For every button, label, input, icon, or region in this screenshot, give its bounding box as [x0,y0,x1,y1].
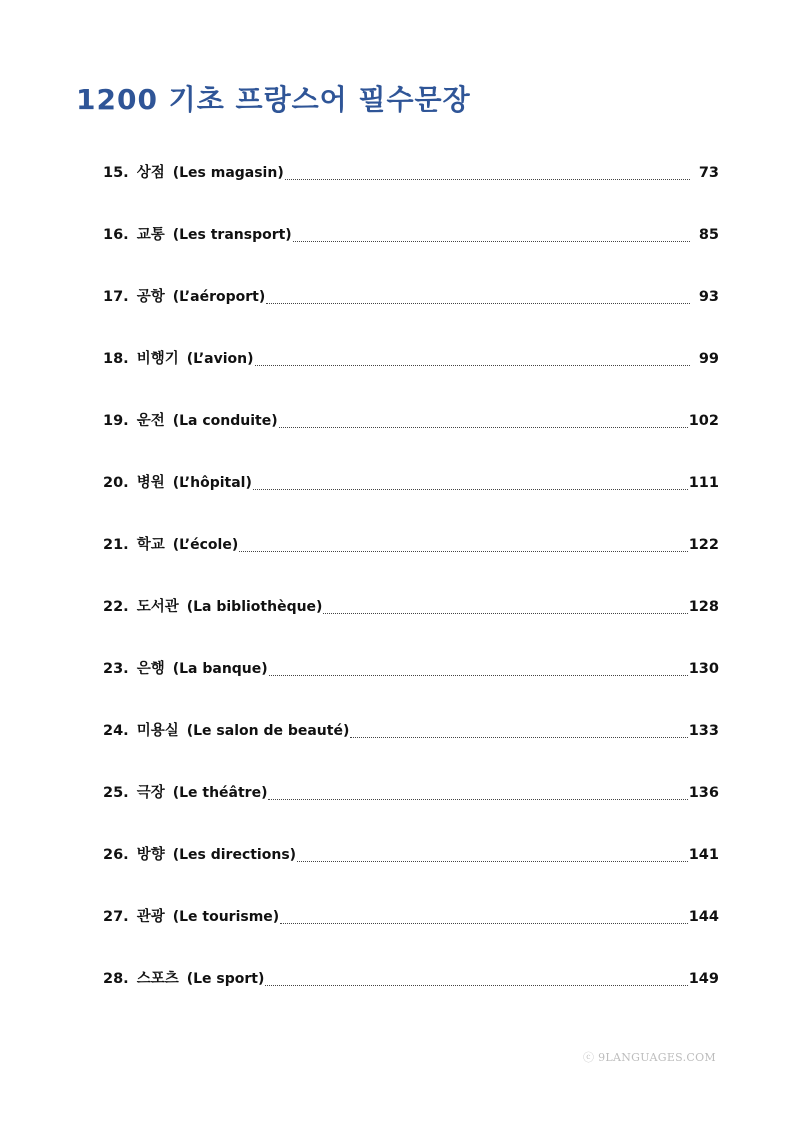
dot-leader [265,966,687,992]
toc-entry-number: 27. [103,909,129,925]
dot-leader [350,718,687,744]
toc-entry-number: 26. [103,847,129,863]
toc-entry[interactable] [103,842,719,904]
toc-entry[interactable] [103,222,719,284]
toc-entry-korean-title: 은행 [136,661,165,677]
toc-entry-number: 16. [103,227,129,243]
toc-entry-number: 20. [103,475,129,491]
toc-entry-korean-title: 미용실 [136,723,179,739]
toc-entry-french-title: (La conduite) [172,413,278,429]
toc-entry-korean-title: 방향 [136,847,165,863]
toc-entry[interactable] [103,160,719,222]
toc-entry-korean-title: 운전 [136,413,165,429]
toc-entry-korean-title: 비행기 [136,351,179,367]
dot-leader [268,780,687,806]
toc-entry[interactable] [103,408,719,470]
toc-entry-number: 25. [103,785,129,801]
toc-entry-french-title: (Le salon de beauté) [186,723,350,739]
dot-leader [239,532,687,558]
dot-leader [255,346,691,372]
toc-entry-korean-title: 스포츠 [136,971,179,987]
toc-entry-page-number: 133 [688,723,719,739]
toc-entry-number: 15. [103,165,129,181]
toc-entry-page-number: 99 [698,351,719,367]
toc-entry-french-title: (L’aéroport) [172,289,266,305]
toc-entry-french-title: (L’école) [172,537,239,553]
toc-entry-korean-title: 병원 [136,475,165,491]
toc-entry-french-title: (Les transport) [172,227,292,243]
toc-entry-french-title: (Les magasin) [172,165,284,181]
toc-entry-french-title: (L’hôpital) [172,475,252,491]
toc-entry-number: 21. [103,537,129,553]
toc-entry-number: 23. [103,661,129,677]
toc-entry[interactable] [103,284,719,346]
dot-leader [297,842,688,868]
toc-entry-korean-title: 도서관 [136,599,179,615]
toc-entry-french-title: (L’avion) [186,351,254,367]
toc-entry-french-title: (Le théâtre) [172,785,268,801]
page-title: 1200 기초 프랑스어 필수문장 [76,83,471,116]
toc-entry[interactable] [103,470,719,532]
toc-entry[interactable] [103,718,719,780]
toc-entry-page-number: 141 [688,847,719,863]
toc-entry-page-number: 130 [688,661,719,677]
dot-leader [293,222,690,248]
toc-entry-number: 24. [103,723,129,739]
toc-entry[interactable] [103,780,719,842]
toc-entry-page-number: 93 [698,289,719,305]
toc-entry-page-number: 136 [688,785,719,801]
toc-entry-page-number: 144 [688,909,719,925]
dot-leader [280,904,688,930]
dot-leader [266,284,690,310]
toc-entry-number: 18. [103,351,129,367]
toc-entry-page-number: 122 [688,537,719,553]
toc-entry-number: 17. [103,289,129,305]
toc-entry-korean-title: 공항 [136,289,165,305]
toc-entry-number: 22. [103,599,129,615]
toc-entry[interactable] [103,656,719,718]
toc-entry-french-title: (Le sport) [186,971,265,987]
dot-leader [269,656,688,682]
toc-entry-french-title: (Le tourisme) [172,909,280,925]
toc-entry-page-number: 73 [698,165,719,181]
dot-leader [285,160,690,186]
toc-entry-korean-title: 극장 [136,785,165,801]
toc-entry-french-title: (La bibliothèque) [186,599,323,615]
toc-entry[interactable] [103,346,719,408]
dot-leader [323,594,687,620]
dot-leader [279,408,688,434]
toc-entry-korean-title: 상점 [136,165,165,181]
toc-entry-french-title: (Les directions) [172,847,297,863]
toc-entry-korean-title: 교통 [136,227,165,243]
toc-entry-page-number: 85 [698,227,719,243]
dot-leader [253,470,688,496]
toc-entry-number: 28. [103,971,129,987]
toc-entry-number: 19. [103,413,129,429]
toc-entry-korean-title: 관광 [136,909,165,925]
toc-entry[interactable] [103,532,719,594]
toc-entry-page-number: 149 [688,971,719,987]
toc-entry-korean-title: 학교 [136,537,165,553]
toc-entry[interactable] [103,594,719,656]
table-of-contents [103,160,719,1028]
toc-entry[interactable] [103,966,719,1028]
toc-entry[interactable] [103,904,719,966]
copyright-watermark: ⓒ 9LANGUAGES.COM [583,1051,716,1064]
toc-entry-page-number: 102 [688,413,719,429]
toc-entry-french-title: (La banque) [172,661,268,677]
toc-entry-page-number: 111 [688,475,719,491]
toc-entry-page-number: 128 [688,599,719,615]
